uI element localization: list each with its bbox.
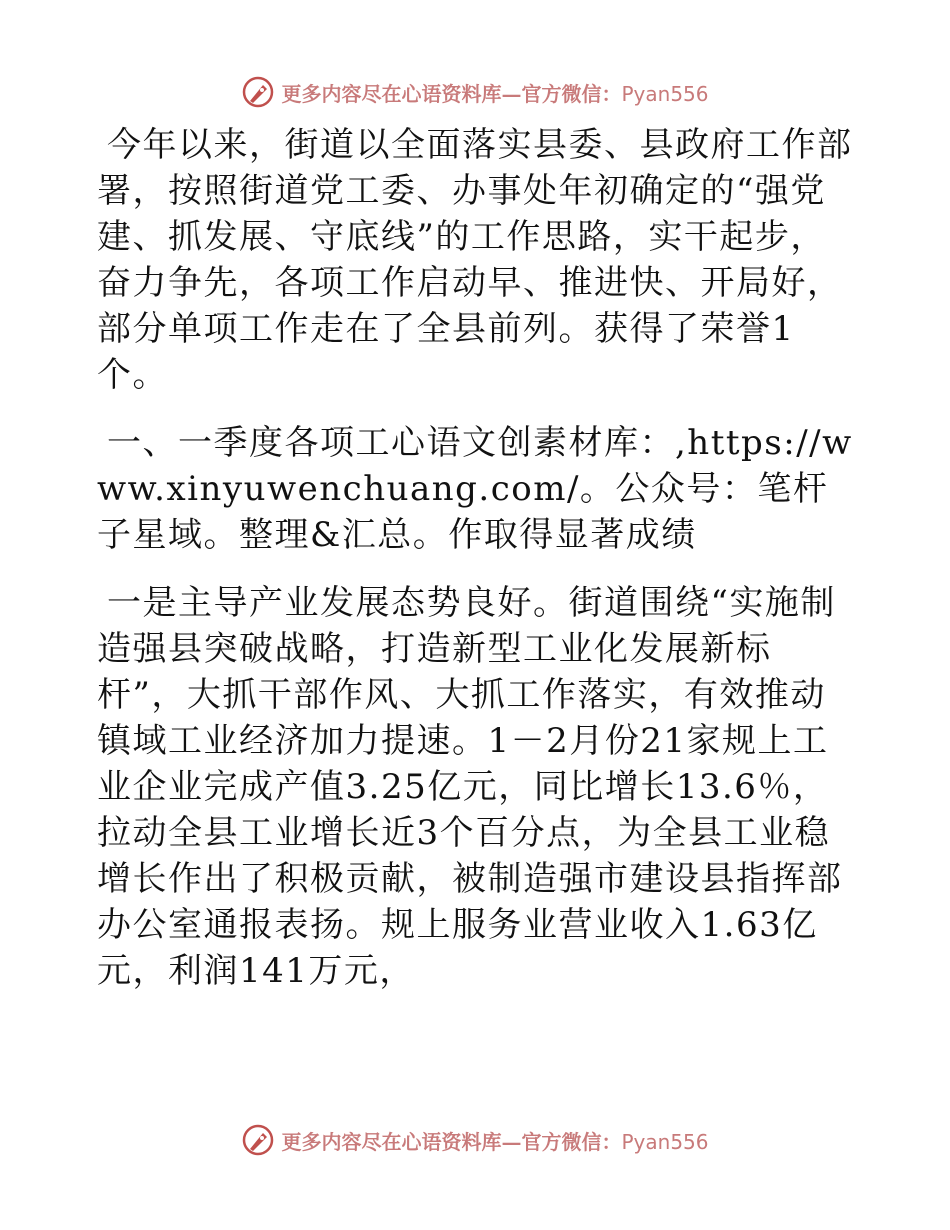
watermark-handle: Pyan556 <box>621 81 709 106</box>
watermark-header <box>0 72 950 112</box>
watermark-handle: Pyan556 <box>621 1129 709 1154</box>
pen-nib-logo-icon <box>241 1123 275 1157</box>
watermark-text: 更多内容尽在心语资料库—官方微信：Pyan556 <box>281 81 709 106</box>
watermark-footer <box>0 1120 950 1160</box>
paragraph-section-heading: 一、一季度各项工心语文创素材库：,https://www.xinyuwenchuang.com/。公众号：笔杆子星域。整理&汇总。作取得显著成绩 <box>97 423 853 555</box>
paragraph-industry: 一是主导产业发展态势良好。街道围绕“实施制造强县突破战略，打造新型工业化发展新标杆”，大抓干部作风、大抓工作落实，有效推动镇域工业经济加力提速。1－2月份21家规上工业企业完成产值3.25亿元，同比增长13.6％，拉动全县工业增长近3个百分点，为全县工业稳增长作出了积极贡献，被制造强市建设县指挥部办公室通报表扬。规上服务业营业收入1.63亿元，利润141万元， <box>97 583 843 991</box>
paragraph-intro: 今年以来，街道以全面落实县委、县政府工作部署，按照街道党工委、办事处年初确定的“强党建、抓发展、守底线”的工作思路，实干起步，奋力争先，各项工作启动早、推进快、开局好，部分单项工作走在了全县前列。获得了荣誉1个。 <box>97 125 853 395</box>
pen-nib-logo-icon <box>241 75 275 109</box>
document-body <box>97 122 857 1016</box>
watermark-text: 更多内容尽在心语资料库—官方微信：Pyan556 <box>281 1129 709 1154</box>
